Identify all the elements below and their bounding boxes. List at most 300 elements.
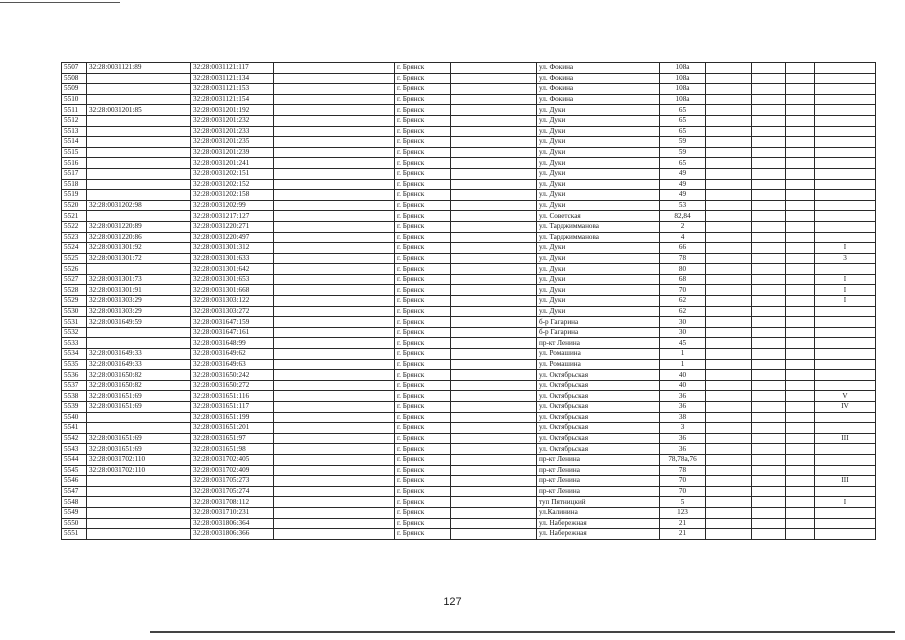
cell-blank-d: [752, 402, 786, 413]
cell-blank-e: [786, 529, 815, 540]
cell-section: [815, 380, 876, 391]
cell-blank-b: [451, 423, 537, 434]
cell-section: [815, 486, 876, 497]
cell-blank-c: [706, 243, 752, 254]
cell-row-number: 5539: [62, 402, 87, 413]
cell-house-number: 49: [660, 190, 706, 201]
cell-blank-a: [274, 179, 395, 190]
cell-blank-a: [274, 349, 395, 360]
cell-blank-d: [752, 73, 786, 84]
cell-street: ул. Фокина: [537, 94, 660, 105]
cell-object-number: 32:28:0031702:409: [191, 465, 274, 476]
table-row: [62, 179, 876, 190]
cell-house-number: 5: [660, 497, 706, 508]
cell-blank-e: [786, 349, 815, 360]
cell-blank-a: [274, 168, 395, 179]
cell-row-number: 5540: [62, 412, 87, 423]
cell-blank-c: [706, 211, 752, 222]
cell-street: ул. Фокина: [537, 84, 660, 95]
cell-street: ул. Дуки: [537, 253, 660, 264]
cell-row-number: 5533: [62, 338, 87, 349]
cell-section: I: [815, 497, 876, 508]
cell-parcel-number: 32:28:0031220:89: [87, 221, 191, 232]
cell-object-number: 32:28:0031121:117: [191, 63, 274, 74]
cell-city: г. Брянск: [395, 63, 451, 74]
cell-row-number: 5530: [62, 306, 87, 317]
cell-house-number: 65: [660, 115, 706, 126]
cell-section: I: [815, 285, 876, 296]
cell-object-number: 32:28:0031220:271: [191, 221, 274, 232]
cell-row-number: 5532: [62, 327, 87, 338]
cell-street: ул. Октябрьская: [537, 412, 660, 423]
cell-blank-b: [451, 63, 537, 74]
cell-row-number: 5508: [62, 73, 87, 84]
cell-street: б-р Гагарина: [537, 327, 660, 338]
table-row: [62, 94, 876, 105]
table-row: [62, 147, 876, 158]
cell-blank-d: [752, 454, 786, 465]
cell-blank-e: [786, 454, 815, 465]
cell-parcel-number: 32:28:0031649:59: [87, 317, 191, 328]
cell-row-number: 5516: [62, 158, 87, 169]
cell-street: ул. Тарджимманова: [537, 232, 660, 243]
cell-blank-d: [752, 94, 786, 105]
cell-blank-c: [706, 370, 752, 381]
cell-house-number: 21: [660, 518, 706, 529]
cell-blank-c: [706, 465, 752, 476]
cell-row-number: 5520: [62, 200, 87, 211]
register-table: [61, 62, 876, 540]
cell-object-number: 32:28:0031201:192: [191, 105, 274, 116]
cell-blank-a: [274, 243, 395, 254]
cell-street: ул. Ромашина: [537, 359, 660, 370]
cell-row-number: 5531: [62, 317, 87, 328]
cell-section: [815, 158, 876, 169]
cell-street: ул. Дуки: [537, 306, 660, 317]
cell-section: [815, 454, 876, 465]
cell-street: ул.Калинина: [537, 507, 660, 518]
cell-blank-a: [274, 412, 395, 423]
cell-row-number: 5536: [62, 370, 87, 381]
cell-row-number: 5528: [62, 285, 87, 296]
cell-row-number: 5549: [62, 507, 87, 518]
cell-parcel-number: 32:28:0031303:29: [87, 306, 191, 317]
table-row: [62, 306, 876, 317]
cell-blank-b: [451, 179, 537, 190]
cell-section: [815, 529, 876, 540]
cell-street: ул. Октябрьская: [537, 444, 660, 455]
cell-street: туп Пятницкий: [537, 497, 660, 508]
table-row: [62, 391, 876, 402]
cell-house-number: 40: [660, 380, 706, 391]
cell-parcel-number: [87, 486, 191, 497]
cell-blank-a: [274, 84, 395, 95]
cell-blank-c: [706, 518, 752, 529]
cell-blank-b: [451, 211, 537, 222]
cell-blank-d: [752, 84, 786, 95]
cell-section: I: [815, 274, 876, 285]
table-row: [62, 84, 876, 95]
cell-house-number: 62: [660, 296, 706, 307]
cell-blank-c: [706, 264, 752, 275]
cell-object-number: 32:28:0031303:272: [191, 306, 274, 317]
cell-blank-c: [706, 232, 752, 243]
cell-object-number: 32:28:0031217:127: [191, 211, 274, 222]
cell-blank-c: [706, 179, 752, 190]
cell-blank-b: [451, 264, 537, 275]
cell-street: б-р Гагарина: [537, 317, 660, 328]
cell-row-number: 5544: [62, 454, 87, 465]
cell-section: [815, 126, 876, 137]
cell-blank-e: [786, 264, 815, 275]
cell-blank-a: [274, 285, 395, 296]
cell-house-number: 108а: [660, 63, 706, 74]
cell-street: ул. Ромашина: [537, 349, 660, 360]
cell-section: I: [815, 296, 876, 307]
cell-section: [815, 147, 876, 158]
cell-city: г. Брянск: [395, 402, 451, 413]
cell-row-number: 5509: [62, 84, 87, 95]
cell-blank-a: [274, 317, 395, 328]
cell-blank-b: [451, 137, 537, 148]
register-table-body: [62, 63, 876, 540]
cell-city: г. Брянск: [395, 211, 451, 222]
cell-blank-e: [786, 380, 815, 391]
cell-house-number: 108а: [660, 73, 706, 84]
table-row: [62, 338, 876, 349]
cell-blank-d: [752, 115, 786, 126]
cell-blank-e: [786, 306, 815, 317]
cell-blank-c: [706, 349, 752, 360]
cell-house-number: 65: [660, 105, 706, 116]
table-row: [62, 274, 876, 285]
table-row: [62, 137, 876, 148]
cell-blank-e: [786, 158, 815, 169]
cell-blank-b: [451, 84, 537, 95]
cell-parcel-number: [87, 412, 191, 423]
cell-parcel-number: 32:28:0031650:82: [87, 380, 191, 391]
cell-blank-a: [274, 200, 395, 211]
cell-blank-c: [706, 359, 752, 370]
cell-blank-a: [274, 444, 395, 455]
cell-parcel-number: 32:28:0031220:86: [87, 232, 191, 243]
cell-blank-c: [706, 497, 752, 508]
cell-blank-b: [451, 94, 537, 105]
cell-blank-c: [706, 296, 752, 307]
cell-section: [815, 465, 876, 476]
cell-blank-c: [706, 444, 752, 455]
table-row: [62, 115, 876, 126]
cell-blank-d: [752, 476, 786, 487]
cell-blank-e: [786, 486, 815, 497]
cell-blank-a: [274, 327, 395, 338]
cell-blank-a: [274, 296, 395, 307]
cell-section: [815, 115, 876, 126]
cell-parcel-number: 32:28:0031301:92: [87, 243, 191, 254]
cell-row-number: 5523: [62, 232, 87, 243]
cell-blank-c: [706, 423, 752, 434]
cell-blank-c: [706, 94, 752, 105]
cell-object-number: 32:28:0031651:116: [191, 391, 274, 402]
cell-blank-e: [786, 465, 815, 476]
cell-blank-a: [274, 370, 395, 381]
cell-section: [815, 264, 876, 275]
cell-house-number: 68: [660, 274, 706, 285]
cell-row-number: 5511: [62, 105, 87, 116]
cell-row-number: 5507: [62, 63, 87, 74]
cell-row-number: 5550: [62, 518, 87, 529]
cell-blank-b: [451, 433, 537, 444]
cell-row-number: 5514: [62, 137, 87, 148]
cell-city: г. Брянск: [395, 349, 451, 360]
cell-blank-d: [752, 507, 786, 518]
cell-house-number: 49: [660, 179, 706, 190]
cell-blank-b: [451, 221, 537, 232]
cell-street: ул. Дуки: [537, 264, 660, 275]
bottom-rule: [150, 631, 895, 633]
cell-object-number: 32:28:0031121:154: [191, 94, 274, 105]
cell-blank-b: [451, 285, 537, 296]
table-row: [62, 486, 876, 497]
cell-blank-c: [706, 126, 752, 137]
table-row: [62, 327, 876, 338]
cell-street: ул. Октябрьская: [537, 433, 660, 444]
cell-section: V: [815, 391, 876, 402]
cell-section: [815, 190, 876, 201]
cell-section: [815, 370, 876, 381]
cell-object-number: 32:28:0031651:201: [191, 423, 274, 434]
cell-parcel-number: 32:28:0031301:72: [87, 253, 191, 264]
cell-section: [815, 94, 876, 105]
cell-object-number: 32:28:0031702:405: [191, 454, 274, 465]
cell-street: ул. Октябрьская: [537, 391, 660, 402]
cell-blank-a: [274, 402, 395, 413]
cell-parcel-number: [87, 476, 191, 487]
cell-city: г. Брянск: [395, 380, 451, 391]
cell-blank-c: [706, 476, 752, 487]
cell-street: пр-кт Ленина: [537, 476, 660, 487]
cell-blank-b: [451, 73, 537, 84]
cell-house-number: 4: [660, 232, 706, 243]
cell-blank-d: [752, 412, 786, 423]
cell-city: г. Брянск: [395, 232, 451, 243]
cell-city: г. Брянск: [395, 84, 451, 95]
cell-parcel-number: 32:28:0031650:82: [87, 370, 191, 381]
cell-house-number: 36: [660, 391, 706, 402]
cell-blank-c: [706, 433, 752, 444]
cell-parcel-number: 32:28:0031651:69: [87, 391, 191, 402]
cell-object-number: 32:28:0031121:134: [191, 73, 274, 84]
cell-object-number: 32:28:0031201:239: [191, 147, 274, 158]
table-row: [62, 444, 876, 455]
table-row: [62, 105, 876, 116]
cell-street: пр-кт Ленина: [537, 338, 660, 349]
cell-city: г. Брянск: [395, 73, 451, 84]
cell-city: г. Брянск: [395, 433, 451, 444]
cell-blank-b: [451, 380, 537, 391]
cell-blank-e: [786, 518, 815, 529]
cell-row-number: 5510: [62, 94, 87, 105]
table-row: [62, 349, 876, 360]
cell-row-number: 5527: [62, 274, 87, 285]
cell-object-number: 32:28:0031649:63: [191, 359, 274, 370]
cell-parcel-number: [87, 168, 191, 179]
cell-house-number: 80: [660, 264, 706, 275]
cell-row-number: 5525: [62, 253, 87, 264]
cell-object-number: 32:28:0031202:151: [191, 168, 274, 179]
cell-blank-e: [786, 115, 815, 126]
cell-street: ул. Дуки: [537, 126, 660, 137]
cell-object-number: 32:28:0031806:366: [191, 529, 274, 540]
cell-object-number: 32:28:0031651:97: [191, 433, 274, 444]
cell-blank-b: [451, 168, 537, 179]
cell-blank-e: [786, 179, 815, 190]
cell-row-number: 5517: [62, 168, 87, 179]
cell-blank-a: [274, 105, 395, 116]
cell-blank-d: [752, 221, 786, 232]
cell-section: III: [815, 476, 876, 487]
cell-blank-c: [706, 63, 752, 74]
cell-object-number: 32:28:0031650:272: [191, 380, 274, 391]
cell-row-number: 5534: [62, 349, 87, 360]
cell-street: ул. Дуки: [537, 105, 660, 116]
cell-object-number: 32:28:0031202:158: [191, 190, 274, 201]
cell-parcel-number: [87, 518, 191, 529]
cell-object-number: 32:28:0031202:152: [191, 179, 274, 190]
cell-blank-c: [706, 200, 752, 211]
cell-city: г. Брянск: [395, 412, 451, 423]
cell-parcel-number: [87, 211, 191, 222]
cell-object-number: 32:28:0031301:642: [191, 264, 274, 275]
cell-object-number: 32:28:0031648:99: [191, 338, 274, 349]
cell-house-number: 30: [660, 317, 706, 328]
cell-blank-e: [786, 105, 815, 116]
table-row: [62, 412, 876, 423]
cell-blank-c: [706, 486, 752, 497]
cell-blank-a: [274, 465, 395, 476]
cell-blank-a: [274, 423, 395, 434]
cell-blank-c: [706, 380, 752, 391]
cell-city: г. Брянск: [395, 190, 451, 201]
cell-section: [815, 200, 876, 211]
cell-house-number: 65: [660, 158, 706, 169]
cell-city: г. Брянск: [395, 529, 451, 540]
cell-street: ул. Дуки: [537, 243, 660, 254]
cell-blank-d: [752, 232, 786, 243]
cell-parcel-number: 32:28:0031649:33: [87, 349, 191, 360]
cell-city: г. Брянск: [395, 243, 451, 254]
cell-object-number: 32:28:0031301:668: [191, 285, 274, 296]
cell-blank-c: [706, 137, 752, 148]
cell-object-number: 32:28:0031651:199: [191, 412, 274, 423]
cell-section: 3: [815, 253, 876, 264]
cell-blank-d: [752, 274, 786, 285]
cell-blank-c: [706, 158, 752, 169]
cell-row-number: 5543: [62, 444, 87, 455]
cell-street: ул. Дуки: [537, 158, 660, 169]
cell-section: [815, 423, 876, 434]
cell-city: г. Брянск: [395, 264, 451, 275]
cell-parcel-number: [87, 94, 191, 105]
cell-blank-b: [451, 317, 537, 328]
cell-blank-d: [752, 190, 786, 201]
cell-blank-e: [786, 200, 815, 211]
cell-blank-e: [786, 73, 815, 84]
cell-blank-d: [752, 306, 786, 317]
cell-parcel-number: 32:28:0031651:69: [87, 433, 191, 444]
cell-parcel-number: [87, 338, 191, 349]
cell-blank-d: [752, 243, 786, 254]
cell-house-number: 108а: [660, 94, 706, 105]
cell-city: г. Брянск: [395, 94, 451, 105]
cell-blank-c: [706, 147, 752, 158]
table-row: [62, 433, 876, 444]
cell-blank-c: [706, 327, 752, 338]
cell-object-number: 32:28:0031651:117: [191, 402, 274, 413]
cell-parcel-number: [87, 529, 191, 540]
cell-object-number: 32:28:0031201:232: [191, 115, 274, 126]
table-row: [62, 264, 876, 275]
cell-parcel-number: 32:28:0031201:85: [87, 105, 191, 116]
cell-blank-c: [706, 253, 752, 264]
cell-object-number: 32:28:0031202:99: [191, 200, 274, 211]
cell-house-number: 36: [660, 433, 706, 444]
cell-city: г. Брянск: [395, 296, 451, 307]
cell-blank-a: [274, 518, 395, 529]
cell-blank-b: [451, 296, 537, 307]
cell-section: [815, 63, 876, 74]
cell-street: ул. Октябрьская: [537, 370, 660, 381]
cell-blank-e: [786, 126, 815, 137]
cell-city: г. Брянск: [395, 253, 451, 264]
cell-parcel-number: [87, 147, 191, 158]
cell-blank-b: [451, 105, 537, 116]
cell-street: ул. Октябрьская: [537, 423, 660, 434]
cell-blank-a: [274, 253, 395, 264]
cell-object-number: 32:28:0031647:159: [191, 317, 274, 328]
cell-blank-d: [752, 327, 786, 338]
cell-blank-c: [706, 190, 752, 201]
cell-parcel-number: 32:28:0031301:91: [87, 285, 191, 296]
cell-city: г. Брянск: [395, 285, 451, 296]
table-row: [62, 200, 876, 211]
table-row: [62, 243, 876, 254]
cell-blank-b: [451, 200, 537, 211]
cell-city: г. Брянск: [395, 518, 451, 529]
cell-blank-a: [274, 221, 395, 232]
cell-blank-c: [706, 115, 752, 126]
cell-house-number: 36: [660, 444, 706, 455]
cell-object-number: 32:28:0031301:653: [191, 274, 274, 285]
cell-row-number: 5542: [62, 433, 87, 444]
cell-city: г. Брянск: [395, 317, 451, 328]
cell-blank-b: [451, 327, 537, 338]
table-row: [62, 507, 876, 518]
cell-section: [815, 359, 876, 370]
cell-blank-a: [274, 497, 395, 508]
cell-blank-b: [451, 349, 537, 360]
cell-city: г. Брянск: [395, 507, 451, 518]
table-row: [62, 359, 876, 370]
cell-city: г. Брянск: [395, 179, 451, 190]
cell-section: [815, 179, 876, 190]
cell-row-number: 5537: [62, 380, 87, 391]
cell-section: [815, 168, 876, 179]
cell-blank-a: [274, 115, 395, 126]
table-row: [62, 221, 876, 232]
cell-row-number: 5524: [62, 243, 87, 254]
cell-blank-d: [752, 253, 786, 264]
